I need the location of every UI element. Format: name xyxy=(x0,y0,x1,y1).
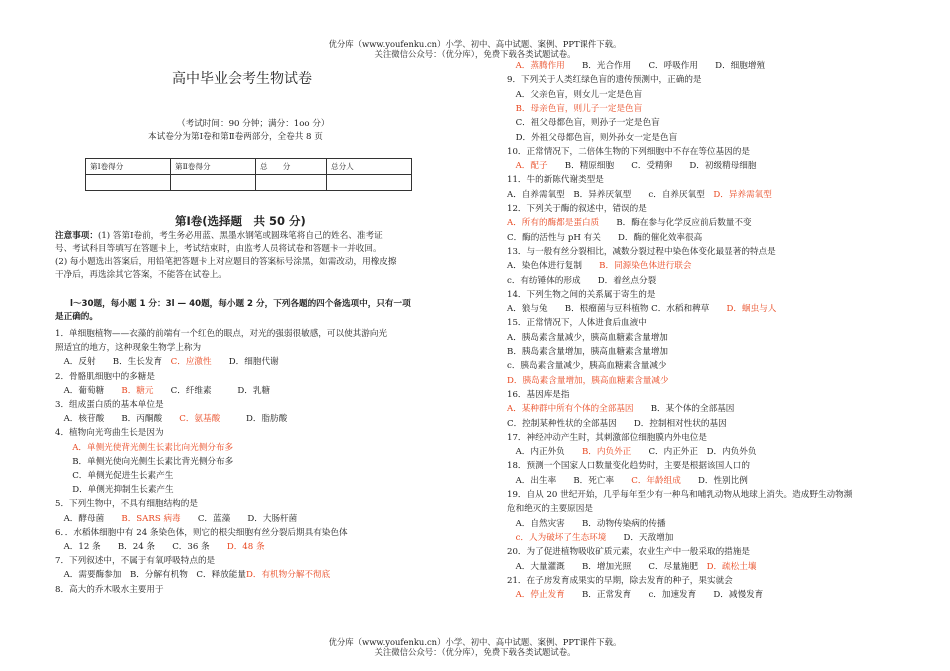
answer-option-marked: B．母亲色盲，则儿子一定是色盲 xyxy=(507,103,643,114)
answer-option-marked: C．应激性 xyxy=(170,357,212,368)
question-line: C．祖父母都色盲，则孙子一定是色盲 xyxy=(507,118,660,129)
answer-option-marked: A．配子 xyxy=(507,161,548,172)
answer-option-marked: D．有机物分解不彻底 xyxy=(245,570,331,581)
answer-option-text: B．精原细胞 C．受精卵 D．初级精母细胞 xyxy=(547,161,757,172)
notice-label: 注意事项： xyxy=(55,231,98,241)
answer-option-text: A．大量灌溉 B．增加光照 C．尽量施肥 xyxy=(507,561,707,572)
answer-option-marked: D．胰岛素含量增加，胰高血糖素含量减少 xyxy=(507,375,669,386)
notice-line-4: 干净后，再选涂其它答案，不能答在试卷上。 xyxy=(55,270,227,280)
question-line xyxy=(55,570,330,580)
answer-option-text: B．光合作用 C．呼吸作用 D．细胞增殖 xyxy=(564,61,766,71)
question-line xyxy=(507,447,756,457)
question-line: 9．下列关于人类红绿色盲的遗传预测中，正确的是 xyxy=(507,75,702,86)
question-line: 12．下列关于酶的叙述中，错误的是 xyxy=(507,204,647,214)
question-line: 6．．水稻体细胞中有 24 条染色体，则它的根尖细胞有丝分裂后期具有染色体 xyxy=(55,527,348,538)
score-table xyxy=(85,158,412,191)
question-line xyxy=(507,476,748,486)
answer-option-text: D．天敌增加 xyxy=(606,532,674,543)
question-line xyxy=(507,190,772,200)
answer-option-marked: B．SARS 病毒 xyxy=(121,513,181,524)
answer-option-text: A．核苷酸 B．丙酮酸 xyxy=(55,414,180,425)
score-header-part2: 第Ⅱ卷得分 xyxy=(171,159,256,175)
answer-option-marked: B．糖元 xyxy=(121,385,154,396)
answer-option-marked: A．单侧光使背光侧生长素比向光侧分布多 xyxy=(55,442,234,453)
question-line xyxy=(507,218,752,228)
answer-option-marked: c．人为破坏了生态环境 xyxy=(507,532,607,543)
notice-line-1 xyxy=(55,231,383,241)
answer-option-marked: C．氨基酸 xyxy=(179,414,221,425)
question-line xyxy=(55,514,297,524)
page-footer xyxy=(0,637,950,657)
question-line: B．胰岛素含量增加，胰高血糖素含量增加 xyxy=(507,347,669,357)
question-line: C．酶的活性与 pH 有关 D．酶的催化效率很高 xyxy=(507,232,703,243)
question-line xyxy=(507,590,763,600)
question-line xyxy=(507,161,756,171)
answer-option-marked: A．某种群中所有个体的全部基因 xyxy=(507,404,634,415)
answer-option-text: D．细胞代谢 xyxy=(211,357,279,368)
question-line: 19．自从 20 世纪开始，几乎每年至少有一种鸟和哺乳动物从地球上消失。造成野生动物濒 xyxy=(507,490,853,500)
exam-title: 高中毕业会考生物试卷 xyxy=(172,71,312,87)
answer-option-marked: C．年龄组成 xyxy=(631,475,681,486)
answer-option-text: B．酶在参与化学反应前后数量不变 xyxy=(599,218,752,229)
question-line xyxy=(55,386,270,396)
question-line: 8．高大的乔木吸水主要用于 xyxy=(55,584,164,595)
question-line: c．有纺锤体的形成 D．着丝点分裂 xyxy=(507,275,657,286)
answer-option-text: C．纤维素 D．乳糖 xyxy=(153,385,271,396)
answer-option-text: A．出生率 B．死亡率 xyxy=(507,475,632,486)
question-line: 3．组成蛋白质的基本单位是 xyxy=(55,400,164,410)
question-line xyxy=(507,562,756,572)
question-line: A．胰岛素含量减少，胰高血糖素含量增加 xyxy=(507,332,668,343)
score-header-part1: 第Ⅰ卷得分 xyxy=(86,159,171,175)
question-line: 5．下列生物中，不具有细胞结构的是 xyxy=(55,499,198,510)
answer-option-marked: B．内负外正 xyxy=(581,447,632,458)
answer-option-text: C．内正外正 D．内负外负 xyxy=(631,447,757,458)
question-line: A．父亲色盲，则女儿一定是色盲 xyxy=(507,89,643,100)
question-line: 15．正常情况下，人体进食后血液中 xyxy=(507,318,647,329)
question-line xyxy=(507,404,734,414)
exam-time-info: （考试时间：90 分钟；满分：1oo 分） xyxy=(177,119,330,129)
question-line: c．胰岛素含量减少，胰高血糖素含量减少 xyxy=(507,361,667,372)
question-line: 11．牛的新陈代谢类型是 xyxy=(507,175,604,186)
answer-option-marked: A．蒸腾作用 xyxy=(507,61,565,71)
question-line: 14．下列生物之间的关系属于寄生的是 xyxy=(507,289,656,300)
answer-option-marked: D．48 条 xyxy=(226,542,265,552)
question-line: 7．下列叙述中，不属于有氧呼吸特点的是 xyxy=(55,556,216,567)
question-line: 4．植物向光弯曲生长是因为 xyxy=(55,428,164,439)
question-line: 照适宜的地方，这种现象生物学上称为 xyxy=(55,343,202,354)
answer-option-text: C．蓝藻 D．大肠杆菌 xyxy=(180,513,298,524)
question-line xyxy=(55,542,265,552)
score-cell-part1[interactable] xyxy=(86,175,171,191)
question-line: 17．神经冲动产生时，其刺激部位细胞膜内外电位是 xyxy=(507,432,707,443)
question-line xyxy=(507,533,673,543)
question-line xyxy=(55,414,287,424)
header-line-1: 优分库（www.youfenku.cn）小学、初中、高中试题、案例、PPT课件下载。 xyxy=(328,39,622,49)
answer-option-marked: D．疏松土壤 xyxy=(706,561,757,572)
question-line: 10．正常情况下，二倍体生物的下列细胞中不存在等位基因的是 xyxy=(507,146,750,157)
question-line: A．自然灾害 B．动物传染病的传播 xyxy=(507,518,666,529)
notice-text-1: (1) 答第Ⅰ卷前，考生务必用蓝、黑墨水钢笔或圆珠笔将自己的姓名、准考证 xyxy=(97,231,383,241)
answer-option-text: A．12 条 B．24 条 C．36 条 xyxy=(55,542,227,552)
footer-line-1: 优分库（www.youfenku.cn）小学、初中、高中试题、案例、PPT课件下载。 xyxy=(328,637,622,647)
answer-option-marked: D．异养需氧型 xyxy=(713,189,772,200)
question-line: D．外祖父母都色盲，则外孙女一定是色盲 xyxy=(507,132,678,143)
answer-option-text: A．狼与兔 B．根瘤菌与豆科植物 C．水稻和稗草 xyxy=(507,304,727,315)
answer-option-marked: D．蛔虫与人 xyxy=(726,304,777,315)
exam-composition: 本试卷分为第Ⅰ卷和第Ⅱ卷两部分，全卷共 8 页 xyxy=(148,132,323,142)
score-cell-scorer[interactable] xyxy=(327,175,412,191)
notice-line-2: 号、考试科目等填写在答题卡上，考试结束时，由监考人员将试卷和答题卡一并收回。 xyxy=(55,244,382,254)
score-header-total: 总 分 xyxy=(256,159,327,175)
answer-option-text: B．正常发育 c．加速发育 D．减慢发育 xyxy=(564,590,764,601)
instruction-line-1: l～30题，每小题 1 分：3l — 40题，每小题 2 分，下列各题的四个备选项中，只有一项 xyxy=(70,299,411,309)
answer-option-text: A．反射 B．生长发育 xyxy=(55,357,171,368)
question-line: B．单侧光使向光侧生长素比背光侧分布多 xyxy=(55,456,234,467)
answer-option-text: A．内正外负 xyxy=(507,447,582,458)
question-line xyxy=(507,61,765,71)
question-line xyxy=(55,357,279,367)
header-line-2: 关注微信公众号：（优分库），免费下载各类试题试卷。 xyxy=(374,49,576,59)
answer-option-text: A．自养需氧型 B．异养厌氧型 c．自养厌氧型 xyxy=(507,189,714,200)
section-title: 第Ⅰ卷(选择题 共 50 分) xyxy=(175,214,306,228)
question-line: 21．在子房发育成果实的早期，除去发育的种子，果实就会 xyxy=(507,575,733,586)
answer-option-text: D．性别比例 xyxy=(680,475,748,486)
answer-option-text: A．需要酶参加 B．分解有机物 C．释放能量 xyxy=(55,570,246,581)
notice-line-3: (2) 每小题选出答案后，用铅笔把答题卡上对应题目的答案标号涂黑，如需改动，用橡皮擦 xyxy=(55,257,397,267)
footer-line-2: 关注微信公众号：（优分库），免费下载各类试题试卷。 xyxy=(374,647,576,657)
answer-option-marked: A．停止发育 xyxy=(507,590,565,601)
instruction-line-2: 是正确的。 xyxy=(55,312,98,322)
answer-option-text: B．某个体的全部基因 xyxy=(633,404,735,415)
question-line: 13．与一般有丝分裂相比，减数分裂过程中染色体变化最显著的特点是 xyxy=(507,246,776,257)
answer-option-text: A．染色体进行复制 xyxy=(507,261,600,272)
answer-option-marked: A．所有的酶都是蛋白质 xyxy=(507,218,600,229)
question-line: C．单侧光促进生长素产生 xyxy=(55,471,174,481)
question-line xyxy=(507,261,691,271)
question-line: 18．预测一个国家人口数量变化趋势时，主要是根据该国人口的 xyxy=(507,461,750,472)
answer-option-text: D．脂肪酸 xyxy=(220,414,288,425)
page-header xyxy=(0,39,950,59)
question-line: 1．单细胞植物——衣藻的前端有一个红色的眼点，对光的强弱很敏感，可以使其游向光 xyxy=(55,329,388,339)
score-cell-part2[interactable] xyxy=(171,175,256,191)
question-line: 危和绝灭的主要原因是 xyxy=(507,504,593,515)
answer-option-text: A．酵母菌 xyxy=(55,513,122,524)
question-line: 20．为了促进植物吸收矿质元素，农业生产中一般采取的措施是 xyxy=(507,547,750,558)
question-line: 16．基因库是指 xyxy=(507,389,570,400)
question-line: C．控制某种性状的全部基因 D．控制相对性状的基因 xyxy=(507,418,727,429)
score-header-scorer: 总分人 xyxy=(327,159,412,175)
question-line xyxy=(507,304,776,314)
score-cell-total[interactable] xyxy=(256,175,327,191)
question-line: 2．骨骼肌细胞中的多糖是 xyxy=(55,371,155,382)
answer-option-marked: B．同源染色体进行联会 xyxy=(599,261,692,272)
answer-option-text: A．葡萄糖 xyxy=(55,385,122,396)
question-line: D．单侧光抑制生长素产生 xyxy=(55,485,174,496)
